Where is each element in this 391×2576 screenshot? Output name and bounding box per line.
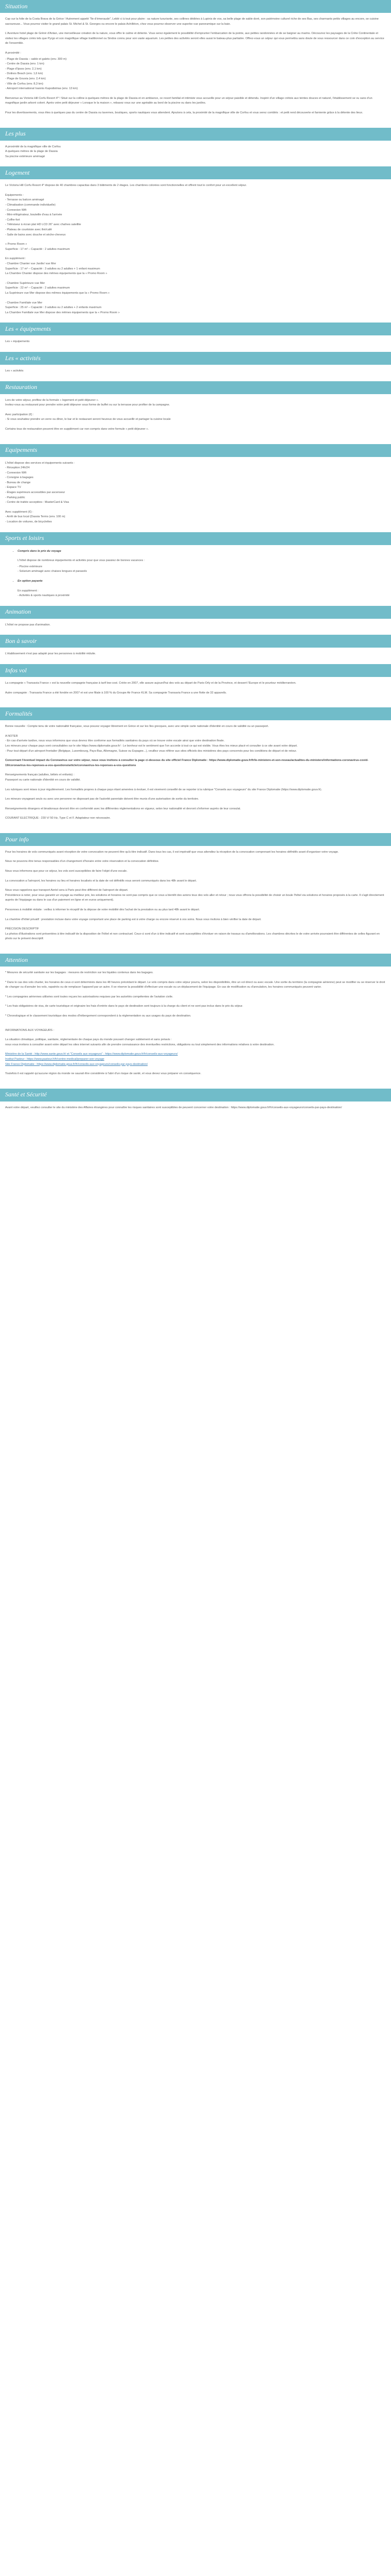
pour-info-text: Nous ne pouvons être tenus responsables d'un changement d'horaire entre votre réservation et la convocation définitive.: [5, 860, 159, 863]
sports-item: - Piscine extérieure: [18, 565, 42, 568]
equipment-item: - Coffre-fort: [5, 218, 20, 222]
proximity-item: - Plage de Gouvia (env. 2,4 km): [5, 77, 46, 80]
room-detail: La Chambre Chanter dispose des mêmes équipements que la « Promo Room »: [5, 272, 107, 276]
section-body-bon: [0, 652, 391, 664]
proximity-item: - Ville de Corfou (env. 8,3 km): [5, 82, 43, 86]
formalites-note-title: A NOTER: [5, 734, 18, 738]
section-header-equipements2: [0, 444, 391, 457]
proximity-item: - Centre de Dassia (env. 1 km): [5, 62, 44, 66]
section-header-activites: [0, 352, 391, 365]
equipements2-supp-item: - Arrêt de bus local (Dassia Terms (env. 100 m): [5, 515, 66, 519]
logement-intro: Le Victoria Hill Corfu Resort 4* dispose de 40 chambres capacitas dans 3 bâtiments de 2 étages. Les chambres colorées sont fonctionnelles et offrent tout le confort pour un excellent séjour.: [5, 184, 247, 188]
room-detail: Superficie : 22 m² – Capacité : 2 adultes maximum: [5, 286, 70, 290]
section-title-situation: Situation: [5, 2, 28, 10]
equipements2-supp-title: Avec supplément (€) :: [5, 510, 34, 514]
sante-text: Avant votre départ, veuillez consulter le site du ministère des Affaires étrangères pour connaître les risques sanitaires sont susceptibles de peuvent concerner votre destination : https://www.diplomatie.gouv.fr/fr/conseils-aux-voyageurs/conseils-par-pays-destination/: [5, 1106, 342, 1109]
sports-option-list: [5, 579, 386, 584]
section-title-equipements2: Equipements: [5, 446, 37, 454]
situation-paragraph: Pour les divertissements, vous êtes à quelques pas du centre de Dassia ou tavernes, boutiques, sports nautiques vous attendent. Ajoutons à cela, la proximité de la magnifique ville de Corfou et vous serez comblés : et petit rend découverte et farniente grâce à la détente des lieux.: [5, 111, 363, 114]
plus-item: Sa piscine extérieure aménagé: [5, 155, 45, 158]
section-body-sports: [0, 549, 391, 606]
section-title-logement: Logement: [5, 168, 30, 176]
formalites-text: Les rubriques sont mises à jour régulièrement. Les formalités propres à chaque pays étant amenées à évoluer, il est vivement conseillé de se reporter à la rubrique "Conseils aux voyageurs" du site France Diplomatie (https://www.diplomatie.gouv.fr).: [5, 788, 322, 791]
equipment-item: - Connexion Wifi: [5, 208, 27, 212]
restauration-text: Avec participation (€) :: [5, 413, 34, 416]
proximity-item: - Dolinos Beach (env. 1,6 km): [5, 72, 43, 76]
formalites-text: Passeport ou carte nationale d'identité en cours de validité.: [5, 778, 81, 782]
attention-link[interactable]: Site France Diplomatie : https://www.diplomatie.gouv.fr/fr/conseils-aux-voyageurs/conseils-par-pays-destination/: [5, 1062, 148, 1066]
section-header-sante: [0, 1089, 391, 1101]
attention-info: nous vous invitons à consulter avant votre départ les sites internet suivants afin de prendre connaissance des éventuelles restrictions, obligations ou tout simplement des informations relatives à votre destination.: [5, 1043, 275, 1046]
equipements2-item: - Espace TV: [5, 486, 21, 489]
section-header-bon: [0, 635, 391, 648]
room-name: - Chambre Supérieure vue Mer: [5, 281, 45, 285]
room-detail: - Chambre Chanter vue Jardin/ vue Mer: [5, 262, 56, 265]
pour-info-text: Nous vous informons que pour ce séjour, les vols sont susceptibles de faire l'objet d'une escale.: [5, 870, 127, 873]
sports-list: [5, 549, 386, 554]
pour-info-text: Nous vous rappelons que transport Aeriel sera à Paris peut être différent de l'aéroport de départ.: [5, 889, 128, 892]
section-header-vols: [0, 664, 391, 677]
sports-option-title: En option payante: [18, 580, 43, 583]
section-body-attention: [0, 971, 391, 1089]
formalites-text: Bonne nouvelle : Compte tenu de votre nationalité française, vous pouvez voyager librement en Grèce et sur les îles grecques, avec une simple carte nationale d'identité en cours de validité ou un passeport.: [5, 725, 269, 728]
formalites-text: COURANT ELECTRIQUE : 230 V/ 50 Hz, Type C et F. Adaptateur non nécessaire.: [5, 817, 111, 820]
attention-text: * Les frais obligatoires de visa, de carte touristique et originaire les frais d'entrée dans le pays de destination sont toujours à la charge du client et ne sont pas inclus dans le prix du séjour.: [5, 1005, 243, 1008]
attention-text: * Dans le cas des vols charter, les horaires de ceux-ci sont déterminés dans les 48 heures précédant le départ. Le vols compris dans votre séjour pourra, selon les disponibilités, être un vol direct ou avec escale. Une sortie du territoire (la compagnie aérienne) peut se modifier ou se réserver le droit de changer ou d'annuler les vols, rapatriés ou de remplacer l'appareil par un autre. Il se réserve la possibilité d'effectuer une escale ou un déplacement de l'équipage. En cas de modification ou d'annulation, les horaires communiqués peuvent varier.: [5, 980, 385, 989]
attention-text: * Mesures de sécurité sanitaire sur les bagages : mesures de restriction sur les liquides contenus dans les bagages.: [5, 971, 154, 974]
attention-link[interactable]: Ministère de la Santé : http://www.sante.gouv.fr/ et "Conseils aux voyageurs" : https://www.diplomatie.gouv.fr/fr/conseils-aux-voyageurs/: [5, 1053, 178, 1056]
equipements2-item: - Réception 24h/24: [5, 466, 30, 470]
section-body-animation: [0, 623, 391, 635]
section-body-equipements: [0, 340, 391, 352]
attention-info: La situation climatique, politique, sanitaire, réglementaire de chaque pays du monde pouvant changer subitement et sans préavis :: [5, 1038, 172, 1042]
plus-item: A quelques mètres de la plage de Dassia: [5, 150, 58, 154]
section-header-restauration: [0, 381, 391, 394]
situation-paragraph: L'Aventure hotel plage de Gréné d'Antan, une merveilleuse création de la nature, vous offre le calme et détente. Vous serez également le possibilité d'emprunter l'embarcation de la pointe, aux petites randonnées et de se baigner au marins. Découvrez les paysages de la Crète Continentale et visitez les villages créés tels que Pyrgo et son magnifique village traditionnel ou Sindos connu pour son vaste aquarium. Les petites des activités seront elles aussi le bateau-plus partiatire. Offrez-vous un séjour qui vous permettra sans doute de vous ressourcer dans ce coin d'exception au service de l'ensemble.: [5, 32, 384, 45]
animation-text: L'hôtel ne propose pas d'animation.: [5, 623, 51, 626]
restauration-text: Lors de votre séjour, profitez de la formule « logement et petit déjeuner ».: [5, 398, 99, 402]
activites-text: Les « activités: [5, 369, 24, 372]
attention-text: * Les compagnies aériennes utilisées sont toutes reçues les autorisations requises par les autorités compétentes de l'aviation civile.: [5, 995, 173, 998]
pour-info-text: La convocation a l'aéroport, les horaires ou lieu et horaires localisés et la date de vol définitifs vous seront communiqués dans les 48h avant le départ.: [5, 879, 197, 883]
sports-item: - Solarium aménagé avec chaises longues et parasols: [18, 570, 87, 573]
equipements2-supp-item: - Location de voitures, de bicyclettes: [5, 520, 52, 524]
section-body-situation: [0, 17, 391, 128]
equipements2-item: - Parking public: [5, 496, 25, 499]
section-title-restauration: Restauration: [5, 383, 37, 391]
section-body-plus: [0, 145, 391, 167]
section-header-plus: [0, 128, 391, 141]
section-title-plus: Les plus: [5, 130, 26, 138]
formalites-text: Renseignements étrangers et binationaux devront être en conformité avec les différentes réglementations en vigueur, selon leur nationalité et devront s'informer auprès de leur consulat.: [5, 807, 241, 810]
section-header-equipements: [0, 323, 391, 335]
pour-info-text: Personnes à mobilité réduite : veillez à informer le réceptif de la dépose de votre mobilité dès l'achat de la prestation ou au plus tard 48h avant le départ.: [5, 908, 200, 912]
formalites-text: Les mineurs pour chaque pays sont consultables sur le site https://www.diplomatie.gouv.fr/ : Le bonheur est le sentiment que l'on accorde à tout ce qui est visible. Vous êtes les mieux placé et consulter à ce site avant votre départ.: [5, 744, 298, 748]
bon-text: L'établissement n'est pas adapté pour les personnes à mobilité réduite.: [5, 652, 96, 656]
room-detail: La Supérieure vue Mer dispose des mêmes équipements que la « Promo Room »: [5, 291, 110, 295]
section-title-pour-info: Pour info: [5, 835, 29, 843]
section-title-animation: Animation: [5, 608, 31, 616]
room-name: En supplément :: [5, 257, 26, 261]
equipements-text: Les « équipements: [5, 340, 30, 344]
section-title-equipements: Les « équipements: [5, 325, 51, 333]
section-body-formalites: [0, 724, 391, 833]
sports-option: [18, 579, 386, 584]
attention-link[interactable]: Institut Pasteur : https://www.pasteur.fr/fr/centre-medical/preparer-son-voyage: [5, 1057, 105, 1061]
restauration-text: Invitez-vous au restaurant pour prendre votre petit déjeuner sous forme de buffet ou sur la terrasse pour profiter de la campagne.: [5, 403, 170, 407]
sports-option-item: - Activités & sports nautiques à proximité: [18, 594, 70, 598]
pour-info-text: Pour les horaires de vols communiqués avant réception de votre convocation ne peuvent être qu'à titre indicatif. Dans tous les cas, il est impératif que vous attendiez la réception de la convocation comprenant les horaires définitifs avant d'organiser votre voyage.: [5, 850, 339, 854]
equipements2-item: - Connexion Wifi: [5, 471, 27, 474]
room-detail: La Chambre Familiale vue Mer dispose des mêmes équipements que la « Promo Room »: [5, 311, 120, 314]
section-title-bon: Bon à savoir: [5, 637, 37, 645]
equipment-item: - Terrasse ou balcon aménagé: [5, 198, 44, 202]
formalites-text: - En cas d'arrivée tardive, nous vous informons que vous devrez être conforme aux formalités sanitaires du pays où se trouve votre escale ainsi que votre destination finale.: [5, 739, 225, 743]
equipment-item: - Téléviseur à écran plat HD LCD 26" avec chaînes satellite: [5, 223, 82, 227]
section-header-pour-info: [0, 833, 391, 846]
section-title-vols: Infos vol: [5, 666, 27, 674]
section-header-formalites: [0, 707, 391, 720]
equipment-item: - Climatisation (commande individuelle): [5, 204, 56, 207]
sports-included-title: Compris dans le prix du voyage: [18, 549, 61, 553]
section-header-situation: [0, 0, 391, 13]
restauration-text: Certains tous de restauration peuvent être en supplément car non compris dans votre formule « petit déjeuner ».: [5, 427, 149, 431]
equipment-item: - Salle de bains avec douche et sèche-cheveux: [5, 233, 66, 236]
room-detail: Superficie : 17 m² – Capacité : 2 adultes maximum: [5, 247, 70, 251]
formalites-covid-notice: Concernant l'éventuel impact du Coronavirus sur votre séjour, nous vous invitons à consulter la page ci-dessous du site officiel France Diplomatie : https://www.diplomatie.gouv.fr/fr/le-ministere-et-son-reseau/actualites-du-ministere/informations-coronavirus-covid-19/coronavirus-les-reponses-a-vos-questions/article/coronavirus-les-reponses-a-vos-questions: [5, 759, 369, 767]
formalites-text: Renseignements français (adultes, bébés et enfants) :: [5, 773, 75, 777]
equipements2-intro: L'hôtel dispose des services et équipements suivants :: [5, 461, 75, 465]
restauration-text: - Si vous souhaitez prendre un verre ou dîner, le bar et le restaurant seront heureux de vous accueillir et partager la cuisine locale: [5, 418, 171, 421]
equipements2-item: - Centre de traitée acceptées : MasterCard & Visa: [5, 501, 69, 504]
attention-text: * Chronologique et le classement touristique des modes d'hébergement correspondent à la réglementation ou aux usages du pays de destination.: [5, 1014, 191, 1018]
section-header-animation: [0, 606, 391, 619]
section-title-formalites: Formalités: [5, 709, 32, 717]
attention-info-title: INFORMATIONS AUX VOYAGEURS :: [5, 1028, 54, 1032]
room-name: « Promo Room »: [5, 243, 27, 246]
section-header-logement: [0, 166, 391, 179]
section-title-activites: Les « activités: [5, 354, 41, 362]
equipements2-item: - Consigne à bagages: [5, 476, 34, 480]
room-detail: Superficie : 25 m² – Capacité : 3 adultes ou 2 adultes + 2 enfants maximum: [5, 306, 102, 310]
formalites-text: - Pour tout départ d'un aéroport frontalier (Belgique, Luxembourg, Pays-Bas, Allemagne, Suisse ou Espagne...), veuillez vous référer aux sites officiels des ministères des pays concernés pour les conditions de départ et de retour.: [5, 749, 297, 753]
pour-info-subtitle: PRÉCISION DESCRIPTIF: [5, 927, 39, 931]
room-name: - Chambre Familiale vue Mer: [5, 301, 43, 304]
section-title-sante: Santé et Sécurité: [5, 1091, 47, 1098]
situation-paragraph: A proximité :: [5, 51, 21, 55]
pour-info-text: Précédence à noter, pour vous garantir un voyage au meilleur prix, les solutions et horaires ne sont pas compris que ce vous a bientôt des avions tous des vols aller et retour ; nous vous offrons la possibilité de choisir un boule l'hôtel via solutions et horaires proposés à la carte. Il s'agit directement auprès de l'équipage ou dans le cas d'un paiement en ligne et en euros uniquement).: [5, 893, 384, 902]
section-body-restauration: [0, 398, 391, 444]
section-header-attention: [0, 954, 391, 967]
equipment-item: - Plateau de courtoisie avec thé/café: [5, 228, 52, 232]
formalites-text: Les mineurs voyageant seuls ou avec une personne ne disposant pas de l'autorité parentale doivent être munis d'une autorisation de sortie du territoire.: [5, 798, 199, 801]
attention-closing: Toutefois il est rappelé qu'aucune région du monde ne saurait être considérée à l'abri d'un risque de santé, et vous devez vous préparer en conséquence.: [5, 1072, 202, 1076]
section-title-sports: Sports et loisirs: [5, 534, 44, 542]
section-header-sports: [0, 532, 391, 545]
pour-info-text: La photos d'illustrations sont présentées à titre indicatif de la disposition de l'hôtel et non contractuel. Ceux-ci sont d'un à titre indicatif et sont susceptibles d'évoluer en raison de travaux ou d'améliorations. Les chambres décrites le de votre arrivée pourraient être différentes de celles figurant en photo sur le présent descriptif.: [5, 932, 380, 941]
sports-intro: L'hôtel dispose de nombreux équipements et activités pour que vous passiez de bonnes vacances :: [18, 559, 145, 563]
room-detail: Superficie : 17 m² – Capacité : 3 adultes ou 2 adultes + 1 enfant maximum: [5, 267, 100, 270]
equipements2-item: - Bureau de change: [5, 481, 31, 484]
equipements2-item: - Étages supérieurs accessibles par ascenseur: [5, 491, 65, 495]
section-body-vols: [0, 681, 391, 707]
section-body-pour-info: [0, 850, 391, 954]
sports-option-item: En supplément :: [18, 589, 39, 592]
situation-paragraph: Bienvenue au Victoria Hill Corfu Resort 4* ! Situé sur la colline à quelques mètres de la plage de Dassia et en ambiance, ce resort familial et intimiste vous accueille pour un séjour paisible et détendu. Inspiré d'un village crétois aux teintes douces et naturel, l'établissement se vu sans d'un magnifique jardin arboré coloré. Après votre petit déjeuner « Lorsque le la maison », rebasez vous sur une agréable au bord de la piscine ou dans les jardins.: [5, 96, 372, 105]
plus-item: A proximité de la magnifique ville de Corfou: [5, 145, 61, 148]
section-body-logement: [0, 183, 391, 323]
vols-text: La compagnie « Transavia France » est la nouvelle compagnie française à tarif low-cost. Créée en 2007, elle assure aujourd'hui des vols au départ de Paris-Orly et de la Province, et dessert l'Europe et le pourtour méditerranéen.: [5, 681, 297, 685]
section-title-attention: Attention: [5, 956, 28, 963]
situation-paragraph: Cap sur la folie de la Costa Brava de la Grèce ! Autrement appelé "île d'émeraude", Leblé ci à tout pour plaire : sa nature luxuriante, ses collines dédiées à Lupinis de vos, sa belle plage de sable doré, son patrimoine culturel riche de ses Bas, ses charmants petits villages au encore, se cuisine savoureuse... Vous pourrez visiter le grand palais St. Michel & St. Georges ou encore le palais Achilléion, chez vous pourrez observer une superbe vue panoramique sur la baie.: [5, 18, 379, 26]
vols-text: Autre compagnie : Transavia France a été fondée en 2007 et est une filiale à 100 % du Groupe Air France KLM. Sa compagnie Transavia France a une flotte de 32 appareils.: [5, 691, 227, 694]
pour-info-text: La chambre d'hôtel privatif : prestation incluse dans votre voyage comportant une place de parking est à votre charge ou encore réservé à vos soins. Nous vous invitons à bien vérifier la date de départ.: [5, 918, 262, 921]
equipment-item: - Mini-réfrigérateur, bouteille d'eau à l'arrivée: [5, 213, 62, 217]
proximity-item: - Plage d'Ipsos (env. 2,1 km): [5, 67, 42, 71]
proximity-item: - Aéroport international Ioannis Kapodistrias (env. 13 km): [5, 87, 78, 91]
section-body-activites: [0, 369, 391, 381]
proximity-item: - Plage de Dassia – sable et galets (env. 300 m): [5, 57, 67, 61]
section-body-sante: [0, 1106, 391, 1123]
section-body-equipements2: [0, 461, 391, 532]
sports-included: [18, 549, 386, 554]
equipment-title: Equipements :: [5, 193, 24, 197]
